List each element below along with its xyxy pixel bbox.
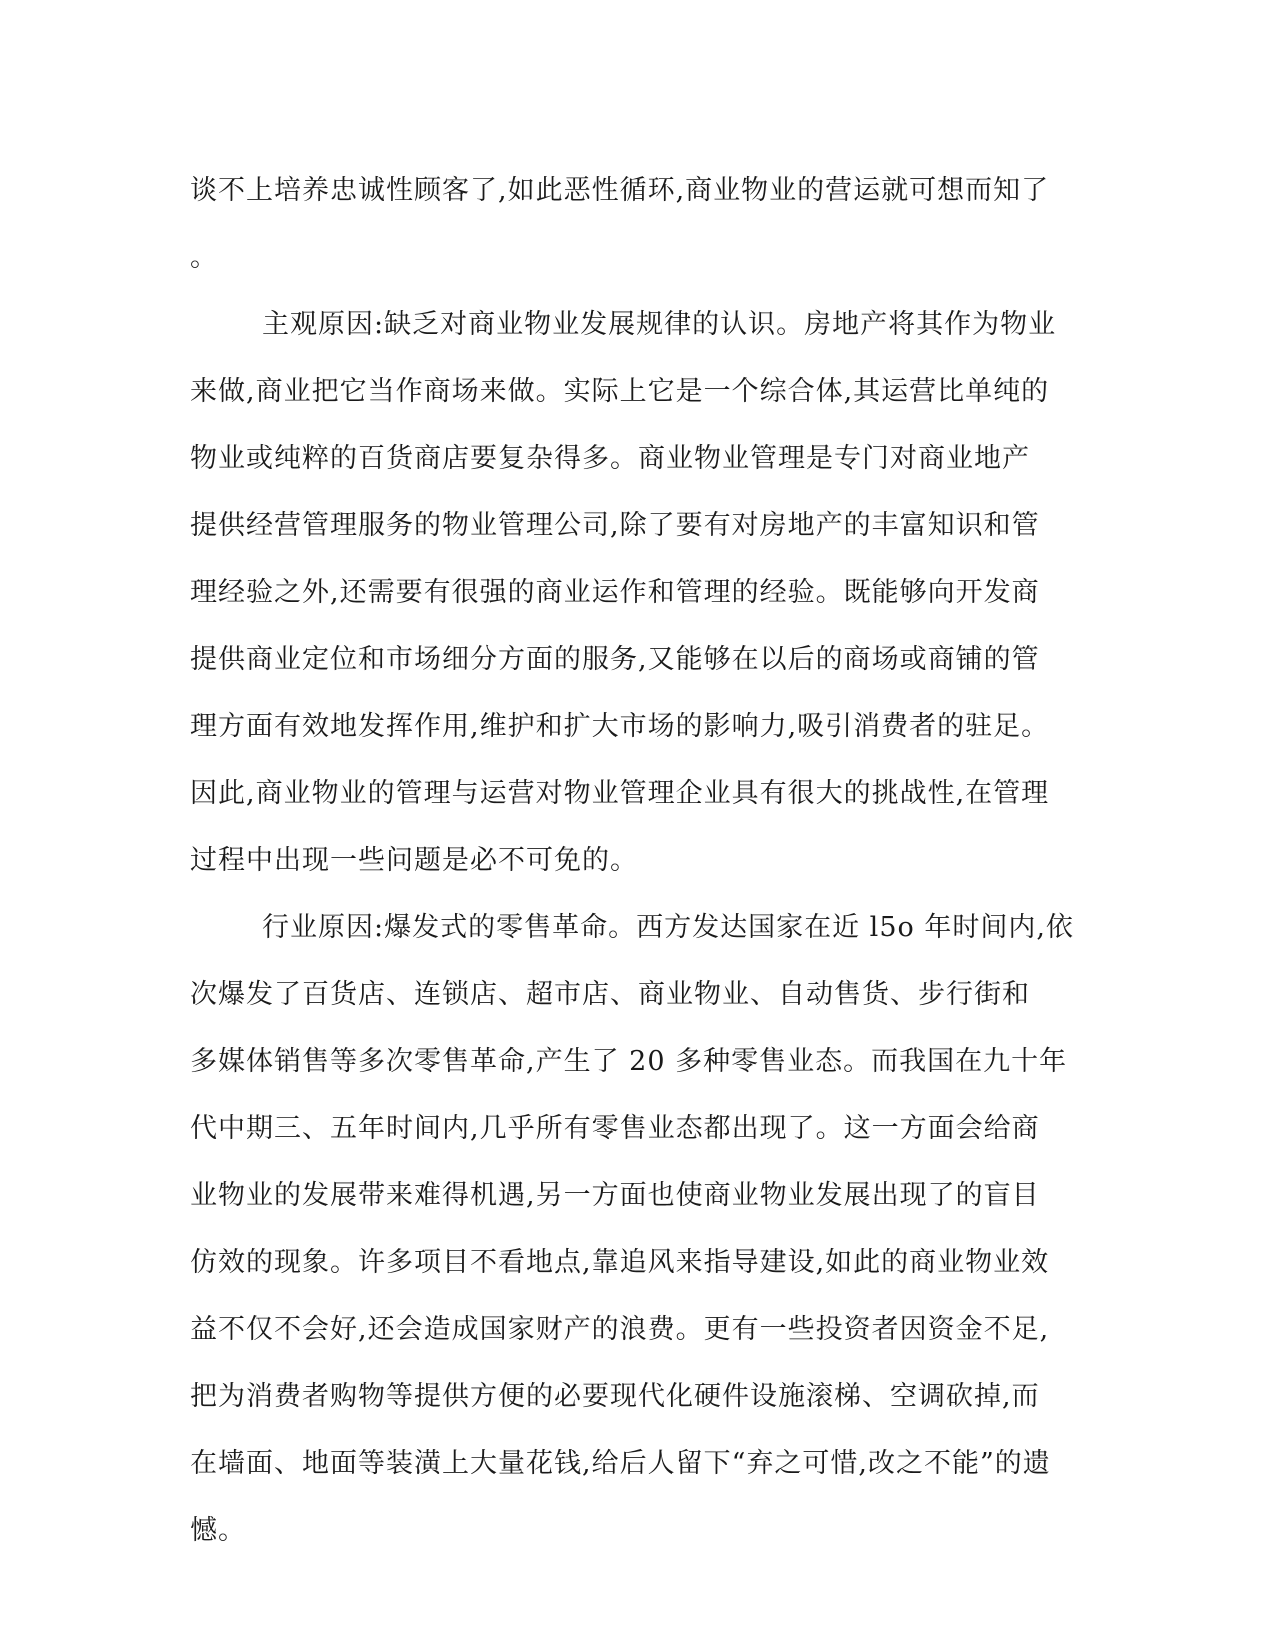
paragraph-line: 次爆发了百货店、连锁店、超市店、商业物业、自动售货、步行街和	[190, 979, 1030, 1010]
paragraph-line: 业物业的发展带来难得机遇,另一方面也使商业物业发展出现了的盲目	[190, 1180, 1040, 1211]
paragraph-line: 代中期三、五年时间内,几乎所有零售业态都出现了。这一方面会给商	[190, 1113, 1040, 1144]
paragraph-line: 来做,商业把它当作商场来做。实际上它是一个综合体,其运营比单纯的	[190, 376, 1050, 407]
paragraph-line: 理经验之外,还需要有很强的商业运作和管理的经验。既能够向开发商	[190, 577, 1040, 608]
paragraph-line: 理方面有效地发挥作用,维护和扩大市场的影响力,吸引消费者的驻足。	[190, 711, 1050, 742]
body-text	[190, 157, 1085, 1564]
paragraph-first-line: 行业原因:爆发式的零售革命。西方发达国家在近 l5o 年时间内,依	[262, 912, 1074, 943]
paragraph-line: 过程中出现一些问题是必不可免的。	[190, 845, 638, 876]
paragraph-line: 把为消费者购物等提供方便的必要现代化硬件设施滚梯、空调砍掉,而	[190, 1381, 1040, 1412]
paragraph-line: 益不仅不会好,还会造成国家财产的浪费。更有一些投资者因资金不足,	[190, 1314, 1050, 1345]
paragraph-line: 提供商业定位和市场细分方面的服务,又能够在以后的商场或商铺的管	[190, 644, 1040, 675]
paragraph-line: 仿效的现象。许多项目不看地点,靠追风来指导建设,如此的商业物业效	[190, 1247, 1050, 1278]
paragraph-line: 因此,商业物业的管理与运营对物业管理企业具有很大的挑战性,在管理	[190, 778, 1050, 809]
paragraph-line: 谈不上培养忠诚性顾客了,如此恶性循环,商业物业的营运就可想而知了	[190, 175, 1050, 206]
paragraph-line: 在墙面、地面等装潢上大量花钱,给后人留下“弃之可惜,改之不能”的遗	[190, 1448, 1051, 1479]
paragraph-line: 。	[190, 242, 218, 273]
paragraph-line: 物业或纯粹的百货商店要复杂得多。商业物业管理是专门对商业地产	[190, 443, 1030, 474]
paragraph-line: 多媒体销售等多次零售革命,产生了 20 多种零售业态。而我国在九十年	[190, 1046, 1068, 1077]
paragraph-first-line: 主观原因:缺乏对商业物业发展规律的认识。房地产将其作为物业	[262, 309, 1057, 340]
paragraph-line: 憾。	[190, 1515, 246, 1546]
paragraph-line: 提供经营管理服务的物业管理公司,除了要有对房地产的丰富知识和管	[190, 510, 1040, 541]
